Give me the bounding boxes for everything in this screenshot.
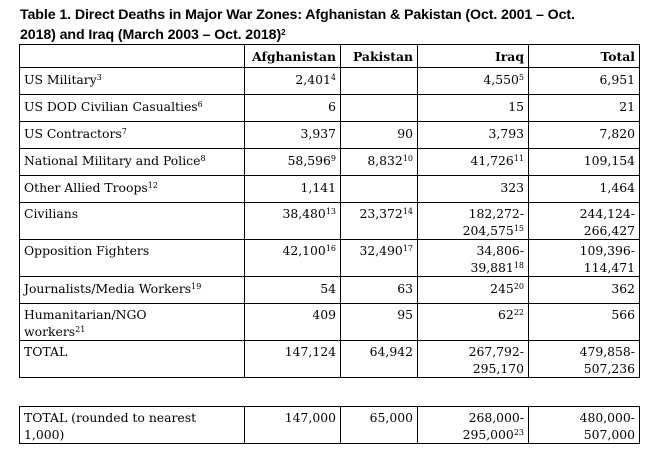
cell-iraq: $245^{20}$ bbox=[418, 277, 529, 304]
cell-iraq: 267,792- 295,170 bbox=[418, 341, 529, 378]
cell-total: 109,154 bbox=[529, 149, 640, 176]
rounded-total: 480,000- 507,000 bbox=[529, 407, 640, 444]
header-blank bbox=[20, 45, 245, 68]
caption-line-1: Table 1. Direct Deaths in Major War Zones: Afghanistan & Pakistan (Oct. 2001 – Oct. bbox=[20, 7, 575, 23]
row-label: US DOD Civilian Casualties$^6$ bbox=[20, 95, 245, 122]
rounded-total-row bbox=[20, 407, 640, 444]
row-label: US Contractors$^7$ bbox=[20, 122, 245, 149]
header-iraq: Iraq bbox=[418, 45, 529, 68]
table-row bbox=[20, 176, 640, 203]
row-label: TOTAL bbox=[20, 341, 245, 378]
table-row bbox=[20, 68, 640, 95]
row-label: Opposition Fighters bbox=[20, 240, 245, 277]
cell-total: 1,464 bbox=[529, 176, 640, 203]
rounded-total-table bbox=[19, 406, 640, 444]
cell-afghanistan: 3,937 bbox=[245, 122, 341, 149]
cell-iraq: 34,806- 39,881$^{18}$ bbox=[418, 240, 529, 277]
cell-pakistan: 8,832$^{10}$ bbox=[341, 149, 418, 176]
cell-pakistan bbox=[341, 95, 418, 122]
cell-pakistan: 23,372$^{14}$ bbox=[341, 203, 418, 240]
rounded-pakistan: 65,000 bbox=[341, 407, 418, 444]
cell-pakistan: 32,490$^{17}$ bbox=[341, 240, 418, 277]
cell-iraq: $62^{22}$ bbox=[418, 304, 529, 341]
cell-iraq: 3,793 bbox=[418, 122, 529, 149]
cell-pakistan bbox=[341, 176, 418, 203]
cell-total: 244,124- 266,427 bbox=[529, 203, 640, 240]
row-label: Civilians bbox=[20, 203, 245, 240]
table-row bbox=[20, 122, 640, 149]
deaths-table bbox=[19, 44, 640, 378]
cell-afghanistan: 1,141 bbox=[245, 176, 341, 203]
rounded-iraq: 268,000- 295,000$^{23}$ bbox=[418, 407, 529, 444]
cell-afghanistan: 42,100$^{16}$ bbox=[245, 240, 341, 277]
cell-total: 479,858- 507,236 bbox=[529, 341, 640, 378]
cell-total: 21 bbox=[529, 95, 640, 122]
caption-line-2: 2018) and Iraq (March 2003 – Oct. 2018) bbox=[20, 27, 282, 43]
row-label: Journalists/Media Workers$^{19}$ bbox=[20, 277, 245, 304]
cell-iraq: 182,272- 204,575$^{15}$ bbox=[418, 203, 529, 240]
cell-iraq: 41,726$^{11}$ bbox=[418, 149, 529, 176]
table-row bbox=[20, 240, 640, 277]
header-row bbox=[20, 45, 640, 68]
cell-iraq: 4,550$^5$ bbox=[418, 68, 529, 95]
cell-afghanistan: 6 bbox=[245, 95, 341, 122]
row-label: Humanitarian/NGO workers$^{21}$ bbox=[20, 304, 245, 341]
cell-pakistan bbox=[341, 68, 418, 95]
row-label: National Military and Police$^8$ bbox=[20, 149, 245, 176]
cell-afghanistan: 38,480$^{13}$ bbox=[245, 203, 341, 240]
row-label: Other Allied Troops$^{12}$ bbox=[20, 176, 245, 203]
table-row bbox=[20, 341, 640, 378]
cell-afghanistan: 2,401$^4$ bbox=[245, 68, 341, 95]
cell-pakistan: 95 bbox=[341, 304, 418, 341]
cell-pakistan: 63 bbox=[341, 277, 418, 304]
cell-total: 6,951 bbox=[529, 68, 640, 95]
cell-total: 109,396- 114,471 bbox=[529, 240, 640, 277]
rounded-total-label: TOTAL (rounded to nearest 1,000) bbox=[20, 407, 245, 444]
cell-total: 362 bbox=[529, 277, 640, 304]
header-total: Total bbox=[529, 45, 640, 68]
table-caption bbox=[20, 5, 640, 45]
cell-afghanistan: 54 bbox=[245, 277, 341, 304]
cell-iraq: 15 bbox=[418, 95, 529, 122]
cell-afghanistan: 409 bbox=[245, 304, 341, 341]
row-label: US Military$^3$ bbox=[20, 68, 245, 95]
cell-afghanistan: 147,124 bbox=[245, 341, 341, 378]
cell-afghanistan: 58,596$^9$ bbox=[245, 149, 341, 176]
table-row bbox=[20, 304, 640, 341]
cell-total: 7,820 bbox=[529, 122, 640, 149]
table-row bbox=[20, 203, 640, 240]
table-row bbox=[20, 149, 640, 176]
caption-footnote: 2 bbox=[281, 28, 286, 37]
header-afghanistan: Afghanistan bbox=[245, 45, 341, 68]
cell-total: 566 bbox=[529, 304, 640, 341]
cell-pakistan: 90 bbox=[341, 122, 418, 149]
cell-pakistan: 64,942 bbox=[341, 341, 418, 378]
table-row bbox=[20, 277, 640, 304]
header-pakistan: Pakistan bbox=[341, 45, 418, 68]
table-row bbox=[20, 95, 640, 122]
cell-iraq: 323 bbox=[418, 176, 529, 203]
rounded-afghanistan: 147,000 bbox=[245, 407, 341, 444]
